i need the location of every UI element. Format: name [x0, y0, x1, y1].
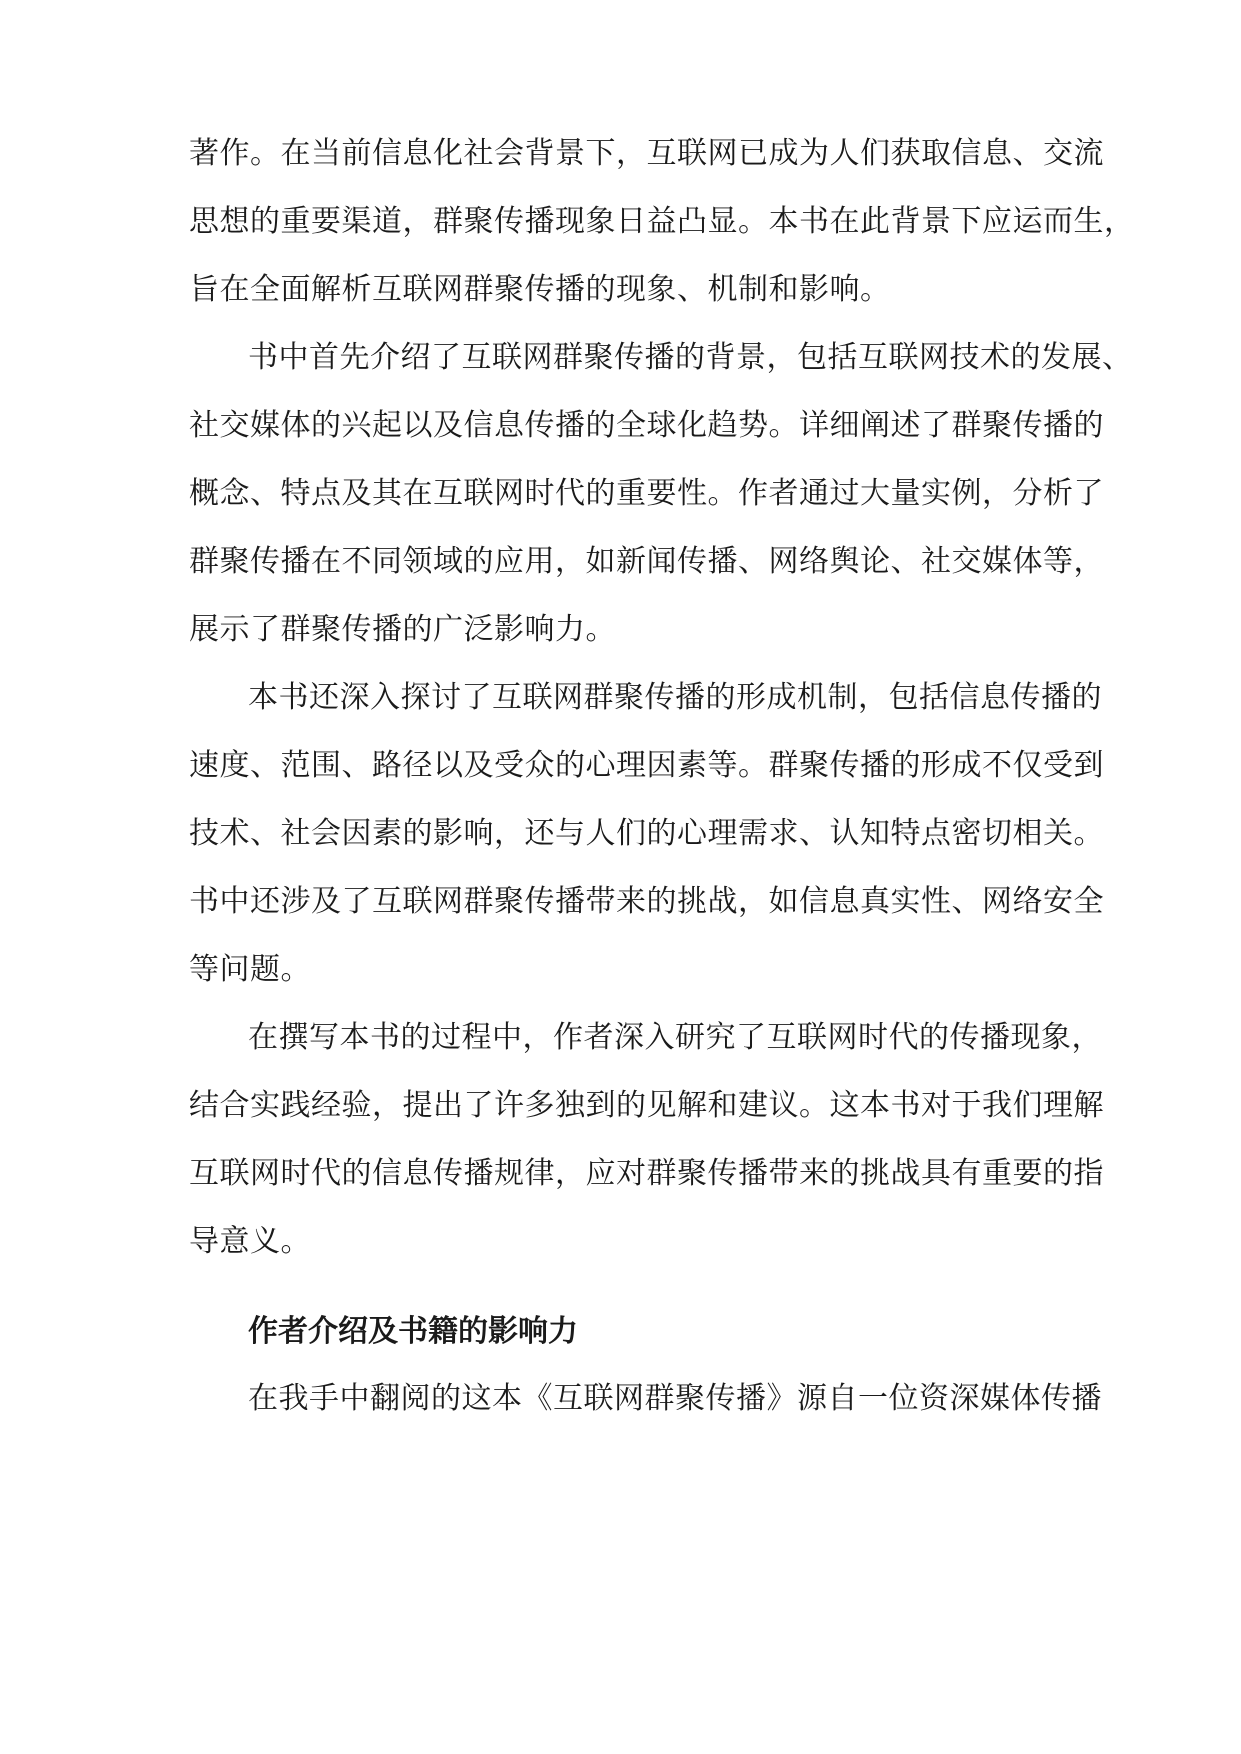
- paragraph-line: 速度、范围、路径以及受众的心理因素等。群聚传播的形成不仅受到: [189, 748, 1104, 783]
- paragraph-line: 在我手中翻阅的这本《互联网群聚传播》源自一位资深媒体传播: [248, 1381, 1102, 1416]
- paragraph-line: 书中首先介绍了互联网群聚传播的背景，包括互联网技术的发展、: [248, 340, 1133, 375]
- paragraph-line: 展示了群聚传播的广泛影响力。: [189, 612, 616, 647]
- paragraph-line: 本书还深入探讨了互联网群聚传播的形成机制，包括信息传播的: [248, 680, 1102, 715]
- paragraph-line: 技术、社会因素的影响，还与人们的心理需求、认知特点密切相关。: [189, 816, 1104, 851]
- paragraph-line: 在撰写本书的过程中，作者深入研究了互联网时代的传播现象，: [248, 1020, 1102, 1055]
- paragraph-line: 结合实践经验，提出了许多独到的见解和建议。这本书对于我们理解: [189, 1088, 1104, 1123]
- paragraph-line: 互联网时代的信息传播规律，应对群聚传播带来的挑战具有重要的指: [189, 1156, 1104, 1191]
- paragraph-line: 社交媒体的兴起以及信息传播的全球化趋势。详细阐述了群聚传播的: [189, 408, 1104, 443]
- paragraph-line: 群聚传播在不同领域的应用，如新闻传播、网络舆论、社交媒体等，: [189, 544, 1104, 579]
- paragraph-line: 书中还涉及了互联网群聚传播带来的挑战，如信息真实性、网络安全: [189, 884, 1104, 919]
- paragraph-line: 概念、特点及其在互联网时代的重要性。作者通过大量实例，分析了: [189, 476, 1104, 511]
- paragraph-line: 导意义。: [189, 1224, 311, 1259]
- paragraph-line: 等问题。: [189, 952, 311, 987]
- paragraph-line: 思想的重要渠道，群聚传播现象日益凸显。本书在此背景下应运而生，: [189, 204, 1135, 239]
- paragraph-line: 著作。在当前信息化社会背景下，互联网已成为人们获取信息、交流: [189, 136, 1104, 171]
- paragraph-line: 旨在全面解析互联网群聚传播的现象、机制和影响。: [189, 272, 891, 307]
- section-heading: 作者介绍及书籍的影响力: [248, 1314, 578, 1349]
